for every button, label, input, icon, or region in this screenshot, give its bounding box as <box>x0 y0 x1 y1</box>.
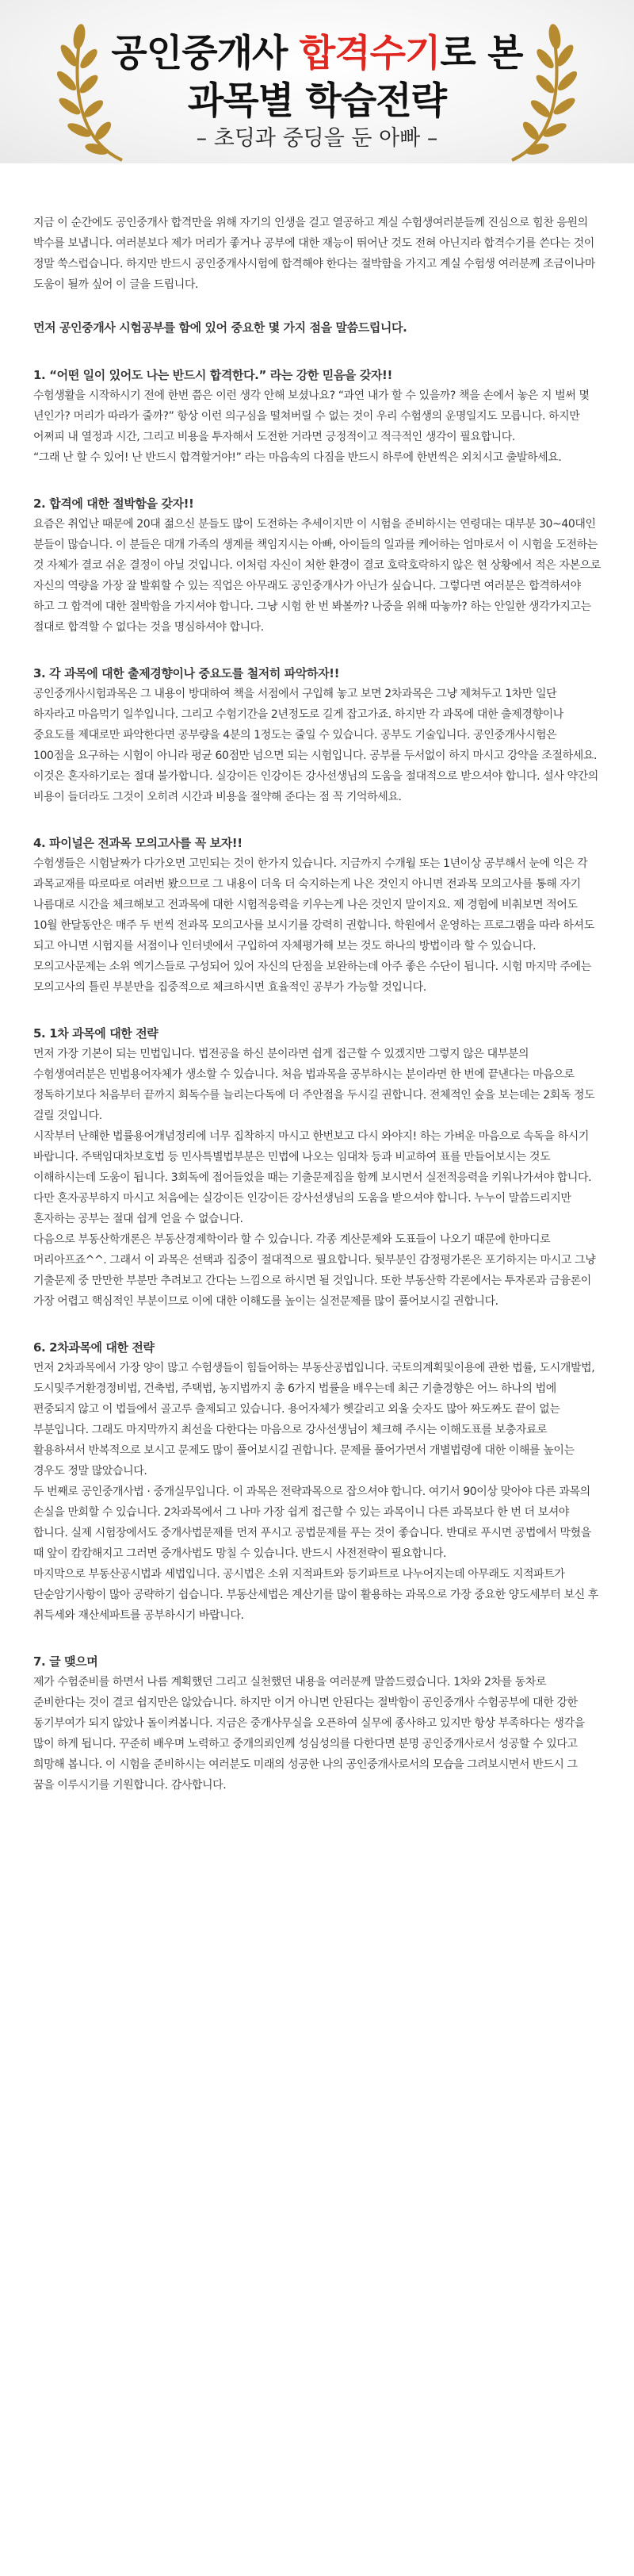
section-7 <box>33 1651 601 1796</box>
section-paragraph: 제가 수험준비를 하면서 나름 계획했던 그리고 실천했던 내용을 여러분께 말씀드렸습니다. 1차와 2차를 동차로 준비한다는 것이 결코 쉽지만은 않았습니다. 하지만 이거 아니면 안된다는 절박함이 공인중개사 수험공부에 대한 강한 동기부여가 되지 않았나 돌이켜봅니다. 지금은 중개사무실을 오픈하여 실무에 종사하고 있지만 항상 부족하다는 생각을 많이 하게 됩니다. 꾸준히 배우며 노력하고 중개의뢰인께 성심성의를 다한다면 분명 공인중개사로서 성공할 수 있다고 희망해 봅니다. 이 시험을 준비하시는 여러분도 미래의 성공한 나의 공인중개사로서의 모습을 그려보시면서 반드시 그 꿈을 이루시기를 기원합니다. 감사합니다. <box>33 1676 585 1792</box>
section-title: 4. 파이널은 전과목 모의고사를 꼭 보자!! <box>33 836 243 850</box>
title-suffix: 로 본 <box>440 32 523 75</box>
section-paragraph: 먼저 2차과목에서 가장 양이 많고 수험생들이 힘들어하는 부동산공법입니다. 국토의계획및이용에 관한 법률, 도시개발법, 도시및주거환경정비법, 건축법, 주택법, 농지법까지 총 6가지 법률을 배우는데 최근 기출경향은 어느 하나의 법에 편중되지 않고 이 법들에서 골고루 출제되고 있습니다. 용어자체가 헷갈리고 외울 숫자도 많아 짜도짜도 끝이 없는 부분입니다. 그래도 마지막까지 최선을 다한다는 마음으로 강사선생님이 체크해 주시는 이해도표를 보충자료로 활용하셔서 반복적으로 보시고 문제도 많이 풀어보시길 권합니다. 문제를 풀어가면서 개별법령에 대한 이해를 높이는 경우도 정말 많았습니다. <box>33 1362 595 1478</box>
section-paragraph: 공인중개사시험과목은 그 내용이 방대하여 책을 서점에서 구입해 놓고 보면 2차과목은 그냥 제쳐두고 1차만 일단 하자라고 마음먹기 일쑤입니다. 그리고 수험기간을 2년정도로 길게 잡고가죠. 하지만 각 과목에 대한 출제경향이나 중요도를 제대로만 파악한다면 공부량을 4분의 1정도는 줄일 수 있습니다. 공부도 기술입니다. 공인중개사시험은 100점을 요구하는 시험이 아니라 평균 60점만 넘으면 되는 시험입니다. 공부를 두서없이 하지 마시고 강약을 조절하세요. 이것은 혼자하기로는 절대 불가합니다. 실강이든 인강이든 강사선생님의 도움을 절대적으로 받으셔야 합니다. 설사 약간의 비용이 들더라도 그것이 오히려 시간과 비용을 절약해 준다는 점 꼭 기억하세요. <box>33 688 598 803</box>
section-1 <box>33 365 601 468</box>
section-title: 7. 글 맺으며 <box>33 1654 98 1669</box>
section-4 <box>33 833 601 998</box>
title-highlight: 합격수기 <box>299 32 441 75</box>
section-paragraph: 수험생활을 시작하시기 전에 한번 쯤은 이런 생각 안해 보셨나요? “과연 내가 할 수 있을까? 책을 손에서 놓은 지 벌써 몇 년인가? 머리가 따라가 줄까?” 항상 이런 의구심을 떨쳐버릴 수 없는 것이 우리 수험생의 운명일지도 모릅니다. 하지만 어쩌피 내 열정과 시간, 그리고 비용을 투자해서 도전한 거라면 긍정적이고 적극적인 생각이 필요합니다. <box>33 389 590 443</box>
section-paragraph: 마지막으로 부동산공시법과 세법입니다. 공시법은 소위 지적파트와 등기파트로 나누어지는데 아무래도 지적파트가 단순암기사항이 많아 공략하기 쉽습니다. 부동산세법은 계산기를 많이 활용하는 과목으로 가장 중요한 양도세부터 보신 후 취득세와 재산세파트를 공부하시기 바랍니다. <box>33 1568 598 1622</box>
section-2 <box>33 493 601 638</box>
section-title: 1. “어떤 일이 있어도 나는 반드시 합격한다.” 라는 강한 믿음을 갖자!! <box>33 368 392 382</box>
page-title <box>0 24 634 77</box>
intro-paragraph: 지금 이 순간에도 공인중개사 합격만을 위해 자기의 인생을 걸고 열공하고 계실 수험생여러분들께 진심으로 힘찬 응원의 박수를 보냅니다. 여러분보다 제가 머리가 좋거나 공부에 대한 재능이 뛰어난 것도 전혀 아닌지라 합격수기를 쓴다는 것이 정말 쑥스럽습니다. 하지만 반드시 공인중개사시험에 합격해야 한다는 절박함을 가지고 계실 수험생 여러분께 조금이나마 도움이 될까 싶어 이 글을 드립니다. <box>33 217 595 291</box>
section-6 <box>33 1337 601 1626</box>
section-3 <box>33 663 601 807</box>
section-paragraph: 먼저 가장 기본이 되는 민법입니다. 법전공을 하신 분이라면 쉽게 접근할 수 있겠지만 그렇지 않은 대부분의 수험생여러분은 민법용어자체가 생소할 수 있습니다. 처음 법과목을 공부하시는 분이라면 한 번에 끝낸다는 마음으로 정독하기보다 처음부터 끝까지 회독수를 늘리는다독에 더 주안점을 두시길 권합니다. 전체적인 숲을 보는데는 2회독 정도 걸릴 것입니다. <box>33 1048 595 1122</box>
section-title: 6. 2차과목에 대한 전략 <box>33 1340 155 1355</box>
section-title: 3. 각 과목에 대한 출제경향이나 중요도를 철저히 파악하자!! <box>33 666 340 680</box>
title-prefix: 공인중개사 <box>111 32 300 75</box>
section-title: 2. 합격에 대한 절박함을 갖자!! <box>33 496 194 511</box>
article-body <box>33 213 601 1821</box>
page-subtitle: – 초딩과 중딩을 둔 아빠 – <box>196 126 438 151</box>
section-paragraph: 요즘은 취업난 때문에 20대 젊으신 분들도 많이 도전하는 추세이지만 이 시험을 준비하시는 연령대는 대부분 30~40대인 분들이 많습니다. 이 분들은 대개 가족의 생계를 책임지시는 아빠, 아이들의 일과를 케어하는 엄마로서 이 시험을 도전하는 것 자체가 결코 쉬운 결정이 아닐 것입니다. 이처럼 자신이 처한 환경이 결코 호락호락하지 않은 현 상황에서 적은 자본으로 자신의 역량을 가장 잘 발휘할 수 있는 직업은 아무래도 공인중개사가 아닌가 싶습니다. 그렇다면 여러분은 합격하셔야 하고 그 합격에 대한 절박함을 가지셔야 합니다. 그냥 시험 한 번 봐볼까? 나중을 위해 따놓까? 하는 안일한 생각가지고는 절대로 합격할 수 없다는 것을 명심하셔야 합니다. <box>33 518 601 634</box>
lead-heading: 먼저 공인중개사 시험공부를 함에 있어 중요한 몇 가지 점을 말씀드립니다. <box>33 320 407 335</box>
section-paragraph: “그래 난 할 수 있어! 난 반드시 합격할거야!” 라는 마음속의 다짐을 반드시 하루에 한번씩은 외치시고 출발하세요. <box>33 451 562 464</box>
section-paragraph: 다음으로 부동산학개론은 부동산경제학이라 할 수 있습니다. 각종 계산문제와 도표들이 나오기 때문에 한마디로 머리아프죠^^. 그래서 이 과목은 선택과 집중이 절대적으로 필요합니다. 뒷부분인 감정평가론은 포기하지는 마시고 그냥 기출문제 중 만만한 부분만 추려보고 간다는 느낌으로 하시면 될 것입니다. 또한 부동산학 각론에서는 투자론과 금융론이 가장 어렵고 핵심적인 부분이므로 이에 대한 이해도를 높이는 실전문제를 많이 풀어보시길 권합니다. <box>33 1233 596 1308</box>
section-paragraph: 시작부터 난해한 법률용어개념정리에 너무 집착하지 마시고 한번보고 다시 와야지! 하는 가벼운 마음으로 속독을 하시기 바랍니다. 주택임대차보호법 등 민사특별법부분은 민법에 나오는 임대차 등과 비교하여 표를 만들어보시는 것도 이해하시는데 도움이 됩니다. 3회독에 접어들었을 때는 기출문제집을 함께 보시면서 실전적응력을 키워나가셔야 합니다. 다만 혼자공부하지 마시고 처음에는 실강이든 인강이든 강사선생님의 도움을 받으셔야 합니다. 누누이 말씀드리지만 혼자하는 공부는 절대 쉽게 얻을 수 없습니다. <box>33 1130 592 1225</box>
section-paragraph: 수험생들은 시험날짜가 다가오면 고민되는 것이 한가지 있습니다. 지금까지 수개월 또는 1년이상 공부해서 눈에 익은 각 과목교재를 따로따로 여러번 봤으므로 그 내용이 더욱 더 숙지하는게 나은 것인지 아니면 전과목 모의고사를 통해 자기 나름대로 시간을 체크해보고 전과목에 대한 시험적응력을 키우는게 나은 것인지 말이지요. 제 경험에 비춰보면 적어도 10월 한달동안은 매주 두 번씩 전과목 모의고사를 보시기를 강력히 권합니다. 학원에서 운영하는 프로그램을 따라 하셔도 되고 아니면 시험지를 서점이나 인터넷에서 구입하여 자체평가해 보는 것도 하나의 방법이라 할 수 있습니다. 모의고사문제는 소위 엑기스들로 구성되어 있어 자신의 단점을 보완하는데 아주 좋은 수단이 됩니다. 시험 마지막 주에는 모의고사의 틀린 부분만을 집중적으로 체크하시면 효율적인 공부가 가능할 것입니다. <box>33 857 594 994</box>
page-title-line2: 과목별 학습전략 <box>187 79 447 123</box>
header-banner <box>0 0 634 163</box>
section-paragraph: 두 번째로 공인중개사법 · 중개실무입니다. 이 과목은 전략과목으로 잡으셔야 합니다. 여기서 90이상 맞아야 다른 과목의 손실을 만회할 수 있습니다. 2차과목에서 그 나마 가장 쉽게 접근할 수 있는 과목이니 다른 과목보다 한 번 더 보셔야 합니다. 실제 시험장에서도 중개사법문제를 먼저 푸시고 공법문제를 푸는 것이 좋습니다. 반대로 푸시면 공법에서 막혔을 때 앞이 캄캄해지고 그러면 중개사법도 망칠 수 있습니다. 반드시 사전전략이 필요합니다. <box>33 1485 591 1560</box>
section-title: 5. 1차 과목에 대한 전략 <box>33 1026 158 1041</box>
section-5 <box>33 1023 601 1312</box>
